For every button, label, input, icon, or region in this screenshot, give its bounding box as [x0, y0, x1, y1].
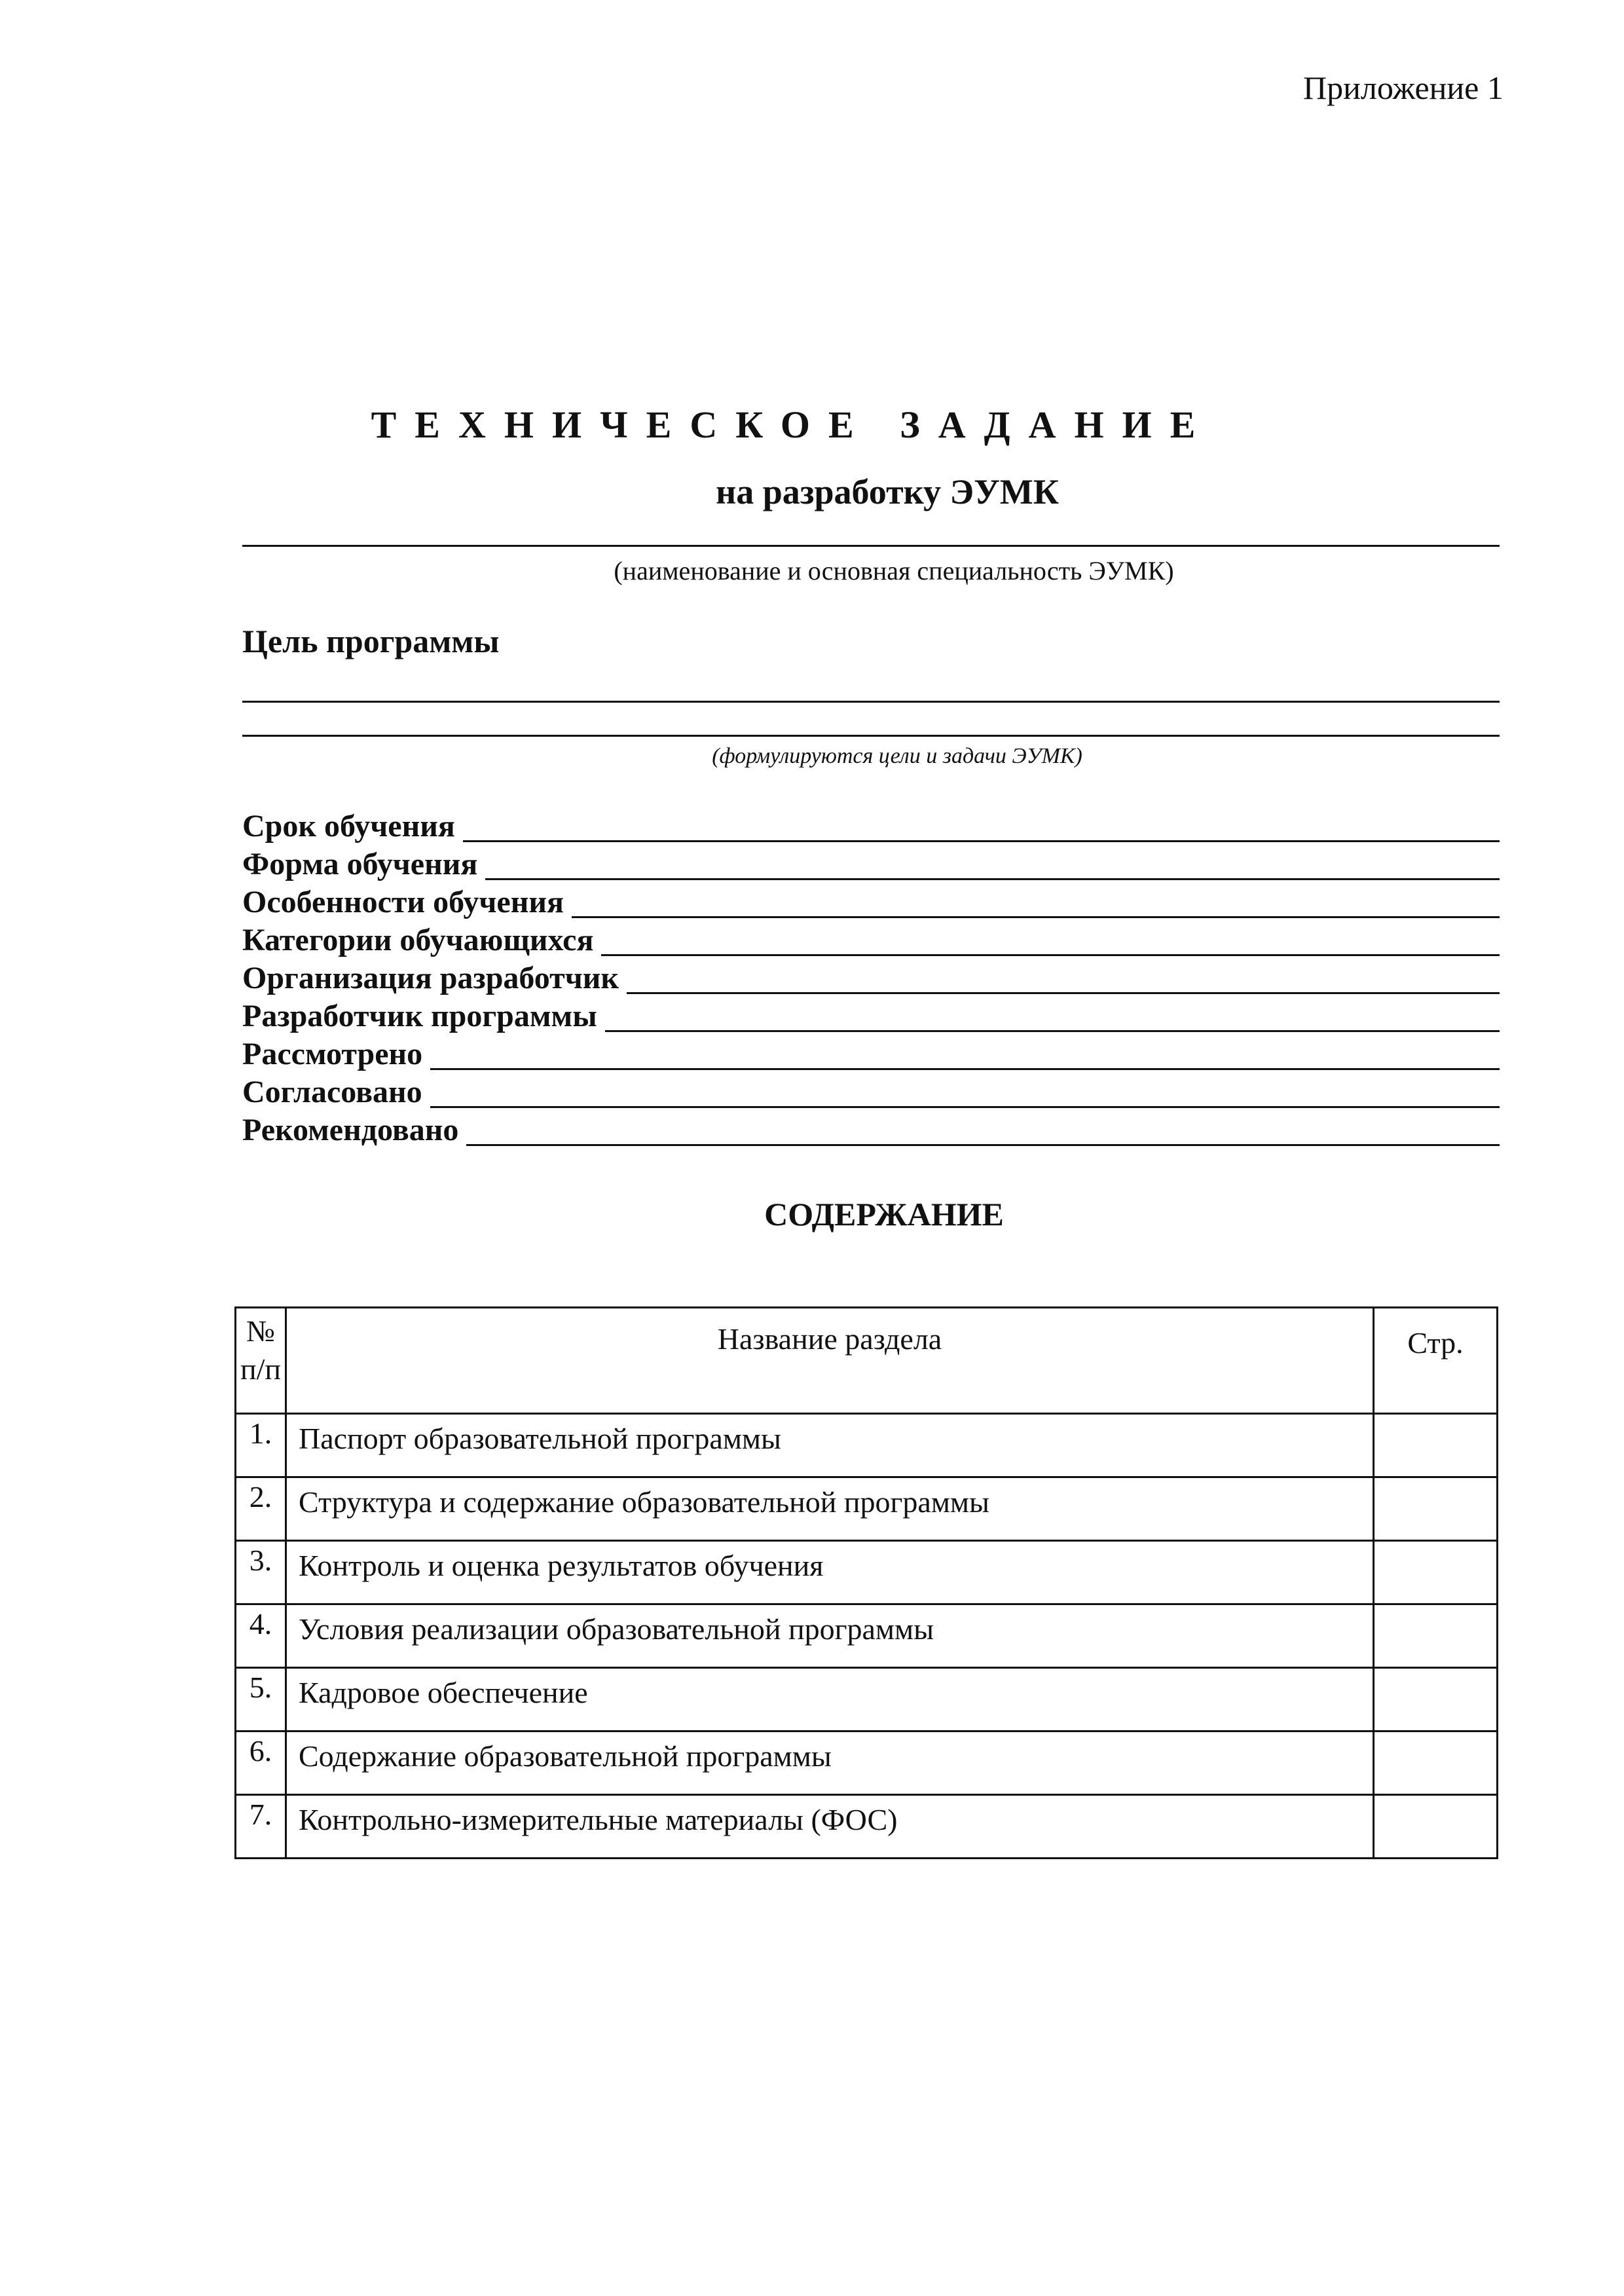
row-title: Контроль и оценка результатов обучения	[286, 1541, 1374, 1604]
field-label: Разработчик программы	[242, 999, 597, 1033]
field-label: Категории обучающихся	[242, 923, 594, 957]
goal-fill-line-2[interactable]	[242, 735, 1500, 737]
row-number: 5.	[236, 1668, 286, 1731]
table-row	[236, 1541, 1498, 1604]
row-number: 6.	[236, 1731, 286, 1795]
row-page-cell[interactable]	[1374, 1668, 1498, 1731]
row-page-cell[interactable]	[1374, 1731, 1498, 1795]
toc-table	[234, 1306, 1498, 1859]
field-agreed	[242, 1070, 1500, 1108]
field-label: Рассмотрено	[242, 1037, 423, 1071]
table-row	[236, 1477, 1498, 1541]
row-number: 3.	[236, 1541, 286, 1604]
row-title: Кадровое обеспечение	[286, 1668, 1374, 1731]
field-fill-line[interactable]	[605, 1001, 1500, 1032]
toc-header-name: Название раздела	[286, 1308, 1374, 1414]
field-study-period	[242, 804, 1500, 842]
field-fill-line[interactable]	[572, 887, 1500, 918]
table-row	[236, 1731, 1498, 1795]
field-learner-categories	[242, 918, 1500, 956]
row-title: Паспорт образовательной программы	[286, 1414, 1374, 1477]
row-page-cell[interactable]	[1374, 1604, 1498, 1668]
name-fill-line[interactable]	[242, 545, 1500, 547]
row-title: Содержание образовательной программы	[286, 1731, 1374, 1795]
row-number: 7.	[236, 1795, 286, 1859]
goal-fill-line-1[interactable]	[242, 701, 1500, 703]
field-label: Форма обучения	[242, 847, 478, 881]
row-page-cell[interactable]	[1374, 1477, 1498, 1541]
toc-header-page: Стр.	[1374, 1308, 1498, 1414]
row-number: 2.	[236, 1477, 286, 1541]
row-title: Условия реализации образовательной программы	[286, 1604, 1374, 1668]
field-developer-organization	[242, 956, 1500, 994]
toc-header-row	[236, 1308, 1498, 1414]
document-subtitle: на разработку ЭУМК	[716, 472, 1059, 511]
header-number-sign: №	[246, 1314, 275, 1348]
field-label: Рекомендовано	[242, 1113, 459, 1147]
header-pp: п/п	[240, 1352, 281, 1386]
field-fill-line[interactable]	[485, 849, 1500, 880]
row-title: Структура и содержание образовательной программы	[286, 1477, 1374, 1541]
row-page-cell[interactable]	[1374, 1541, 1498, 1604]
toc-header-number	[236, 1308, 286, 1414]
table-row	[236, 1795, 1498, 1859]
field-study-form	[242, 842, 1500, 880]
row-page-cell[interactable]	[1374, 1795, 1498, 1859]
field-fill-line[interactable]	[466, 1115, 1500, 1146]
field-fill-line[interactable]	[430, 1077, 1500, 1108]
field-fill-line[interactable]	[601, 925, 1500, 956]
field-label: Особенности обучения	[242, 885, 564, 919]
row-number: 1.	[236, 1414, 286, 1477]
toc-title: СОДЕРЖАНИЕ	[764, 1196, 1004, 1232]
field-label: Срок обучения	[242, 809, 455, 843]
field-fill-line[interactable]	[463, 811, 1500, 842]
document-title: ТЕХНИЧЕСКОЕ ЗАДАНИЕ	[371, 403, 1214, 446]
row-page-cell[interactable]	[1374, 1414, 1498, 1477]
field-reviewed	[242, 1032, 1500, 1070]
field-recommended	[242, 1108, 1500, 1146]
field-fill-line[interactable]	[430, 1039, 1500, 1070]
field-label: Организация разработчик	[242, 961, 619, 995]
table-row	[236, 1668, 1498, 1731]
field-fill-line[interactable]	[627, 963, 1500, 994]
goal-label: Цель программы	[242, 623, 500, 659]
field-program-developer	[242, 994, 1500, 1032]
name-caption: (наименование и основная специальность ЭУМК)	[614, 556, 1174, 585]
row-title: Контрольно-измерительные материалы (ФОС)	[286, 1795, 1374, 1859]
field-label: Согласовано	[242, 1075, 422, 1109]
table-row	[236, 1414, 1498, 1477]
goal-caption: (формулируются цели и задачи ЭУМК)	[712, 744, 1082, 768]
field-study-features	[242, 880, 1500, 918]
appendix-label: Приложение 1	[1303, 69, 1504, 106]
row-number: 4.	[236, 1604, 286, 1668]
table-row	[236, 1604, 1498, 1668]
